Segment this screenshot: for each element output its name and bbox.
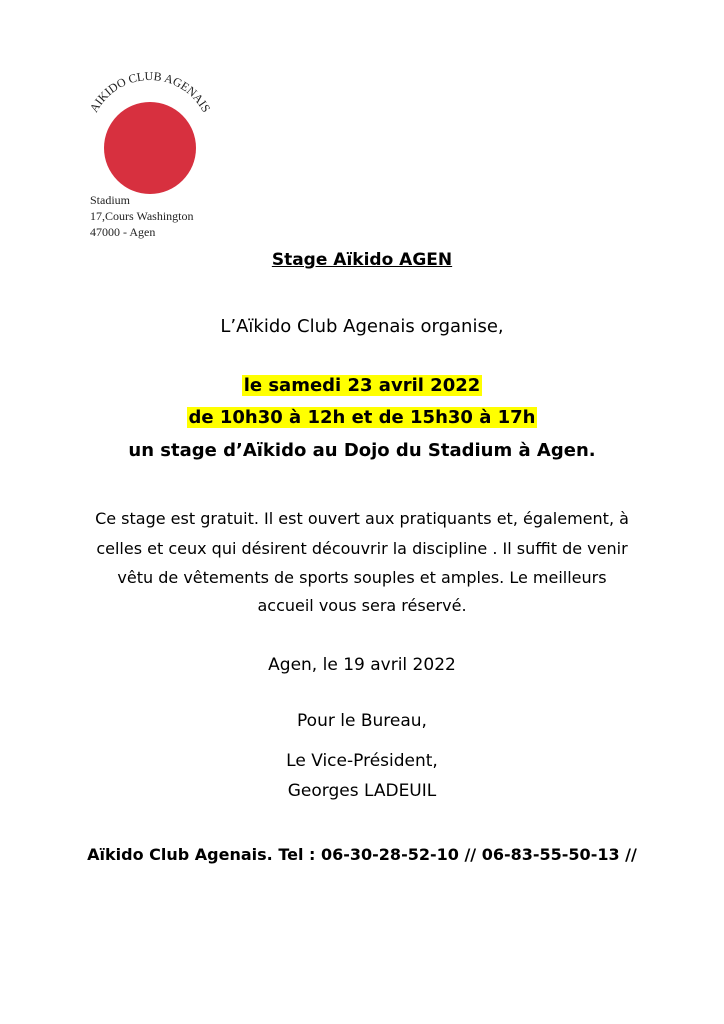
- signature-name: Georges LADEUIL: [287, 781, 437, 801]
- contact-footer: Aïkido Club Agenais. Tel : 06-30-28-52-10 // 06-83-55-50-13 //: [87, 845, 637, 864]
- signature-line-bureau: Pour le Bureau,: [297, 711, 427, 731]
- event-hours-highlight: de 10h30 à 12h et de 15h30 à 17h: [188, 407, 536, 428]
- document-dateline: Agen, le 19 avril 2022: [268, 655, 456, 675]
- event-hours-line: [0, 407, 724, 428]
- paragraph-line: vêtu de vêtements de sports souples et amples. Le meilleurs: [117, 568, 607, 587]
- club-address: [90, 192, 193, 240]
- address-line: Stadium: [90, 193, 131, 207]
- intro-text: L’Aïkido Club Agenais organise,: [220, 316, 504, 337]
- address-line: 47000 - Agen: [90, 225, 156, 239]
- club-logo-emblem: [68, 52, 226, 202]
- paragraph-line: celles et ceux qui désirent découvrir la discipline . Il suffit de venir: [96, 539, 628, 558]
- paragraph-line: Ce stage est gratuit. Il est ouvert aux pratiquants et, également, à: [95, 509, 629, 528]
- paragraph-line: accueil vous sera réservé.: [257, 596, 467, 615]
- document-title: Stage Aïkido AGEN: [271, 250, 453, 270]
- club-logo: [68, 52, 226, 242]
- signature-line-role: Le Vice-Président,: [286, 751, 438, 771]
- red-sun-circle: [104, 102, 196, 194]
- event-date-highlight: le samedi 23 avril 2022: [243, 375, 481, 396]
- event-description: un stage d’Aïkido au Dojo du Stadium à Agen.: [128, 440, 596, 461]
- logo-arc-textpath: AIKIDO CLUB AGENAIS: [86, 68, 214, 115]
- event-date-line: [0, 375, 724, 396]
- address-line: 17,Cours Washington: [90, 209, 194, 223]
